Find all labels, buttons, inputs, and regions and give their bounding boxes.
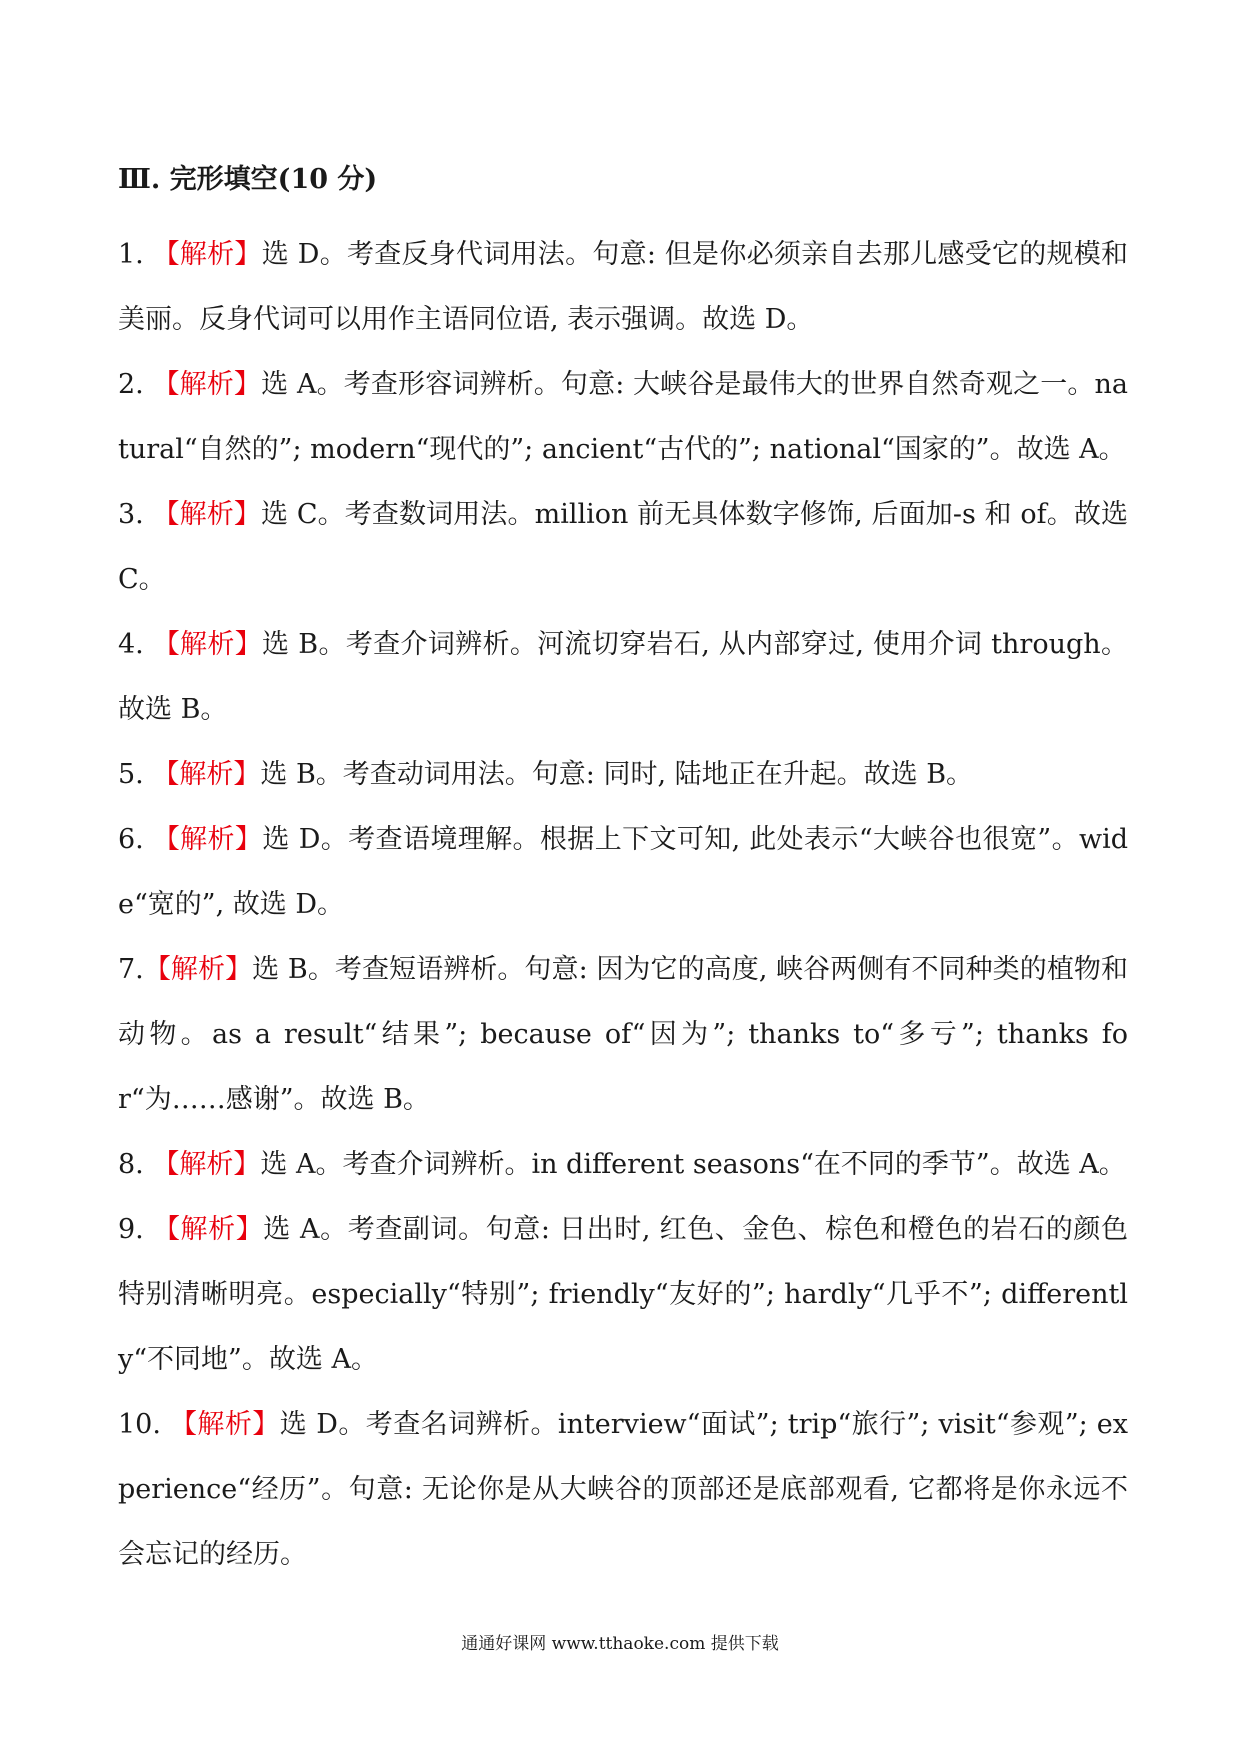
answer-item-7 xyxy=(118,937,1128,1132)
analysis-tag: 【解析】 xyxy=(152,1214,264,1245)
answer-item-5 xyxy=(118,742,1128,807)
answer-item-3 xyxy=(118,482,1128,612)
answer-item-10 xyxy=(118,1392,1128,1587)
answer-text: 选 C。考查数词用法。million 前无具体数字修饰, 后面加-s 和 of。故选 C。 xyxy=(118,499,1128,595)
answer-text: 选 D。考查反身代词用法。句意: 但是你必须亲自去那儿感受它的规模和美丽。反身代词可以用作主语同位语, 表示强调。故选 D。 xyxy=(118,239,1129,335)
answer-list xyxy=(118,222,1128,1587)
answer-number: 10. xyxy=(118,1409,161,1440)
answer-item-1 xyxy=(118,222,1128,352)
answer-text: 选 B。考查介词辨析。河流切穿岩石, 从内部穿过, 使用介词 through。故选 B。 xyxy=(118,629,1128,725)
answer-text: 选 B。考查动词用法。句意: 同时, 陆地正在升起。故选 B。 xyxy=(260,759,974,790)
answer-number: 3. xyxy=(118,499,144,530)
analysis-tag: 【解析】 xyxy=(152,369,262,400)
answer-text: 选 A。考查副词。句意: 日出时, 红色、金色、棕色和橙色的岩石的颜色特别清晰明亮。especially“特别”; friendly“友好的”; hardly“几乎不”; differently“不同地”。故选 A。 xyxy=(118,1214,1128,1375)
analysis-tag: 【解析】 xyxy=(152,629,263,660)
answer-item-4 xyxy=(118,612,1128,742)
analysis-tag: 【解析】 xyxy=(152,1149,261,1180)
analysis-tag: 【解析】 xyxy=(169,1409,280,1440)
answer-text: 选 A。考查介词辨析。in different seasons“在不同的季节”。故选 A。 xyxy=(260,1149,1126,1180)
answer-number: 2. xyxy=(118,369,144,400)
answer-item-9 xyxy=(118,1197,1128,1392)
download-source-footer: 通通好课网 www.tthaoke.com 提供下载 xyxy=(461,1634,779,1654)
answer-number: 1. xyxy=(118,239,144,270)
answer-number: 4. xyxy=(118,629,144,660)
answer-text: 选 B。考查短语辨析。句意: 因为它的高度, 峡谷两侧有不同种类的植物和动物。as a result“结果”; because of“因为”; thanks to“多亏”; thanks for“为……感谢”。故选 B。 xyxy=(118,954,1128,1115)
analysis-tag: 【解析】 xyxy=(143,954,253,985)
answer-item-8 xyxy=(118,1132,1128,1197)
section-title: Ⅲ. 完形填空(10 分) xyxy=(118,164,378,195)
analysis-tag: 【解析】 xyxy=(152,824,263,855)
answer-number: 8. xyxy=(118,1149,144,1180)
answer-item-2 xyxy=(118,352,1128,482)
answer-text: 选 D。考查名词辨析。interview“面试”; trip“旅行”; visit“参观”; experience“经历”。句意: 无论你是从大峡谷的顶部还是底部观看, 它都将是你永远不会忘记的经历。 xyxy=(118,1409,1128,1570)
analysis-tag: 【解析】 xyxy=(152,759,261,790)
answer-text: 选 D。考查语境理解。根据上下文可知, 此处表示“大峡谷也很宽”。wide“宽的”, 故选 D。 xyxy=(118,824,1129,920)
answer-number: 9. xyxy=(118,1214,144,1245)
answer-item-6 xyxy=(118,807,1128,937)
answer-text: 选 A。考查形容词辨析。句意: 大峡谷是最伟大的世界自然奇观之一。natural“自然的”; modern“现代的”; ancient“古代的”; national“国家的”。故选 A。 xyxy=(118,369,1129,465)
analysis-tag: 【解析】 xyxy=(152,499,261,530)
answer-number: 6. xyxy=(118,824,144,855)
answer-number: 7. xyxy=(118,954,144,985)
analysis-tag: 【解析】 xyxy=(152,239,262,270)
answer-number: 5. xyxy=(118,759,144,790)
